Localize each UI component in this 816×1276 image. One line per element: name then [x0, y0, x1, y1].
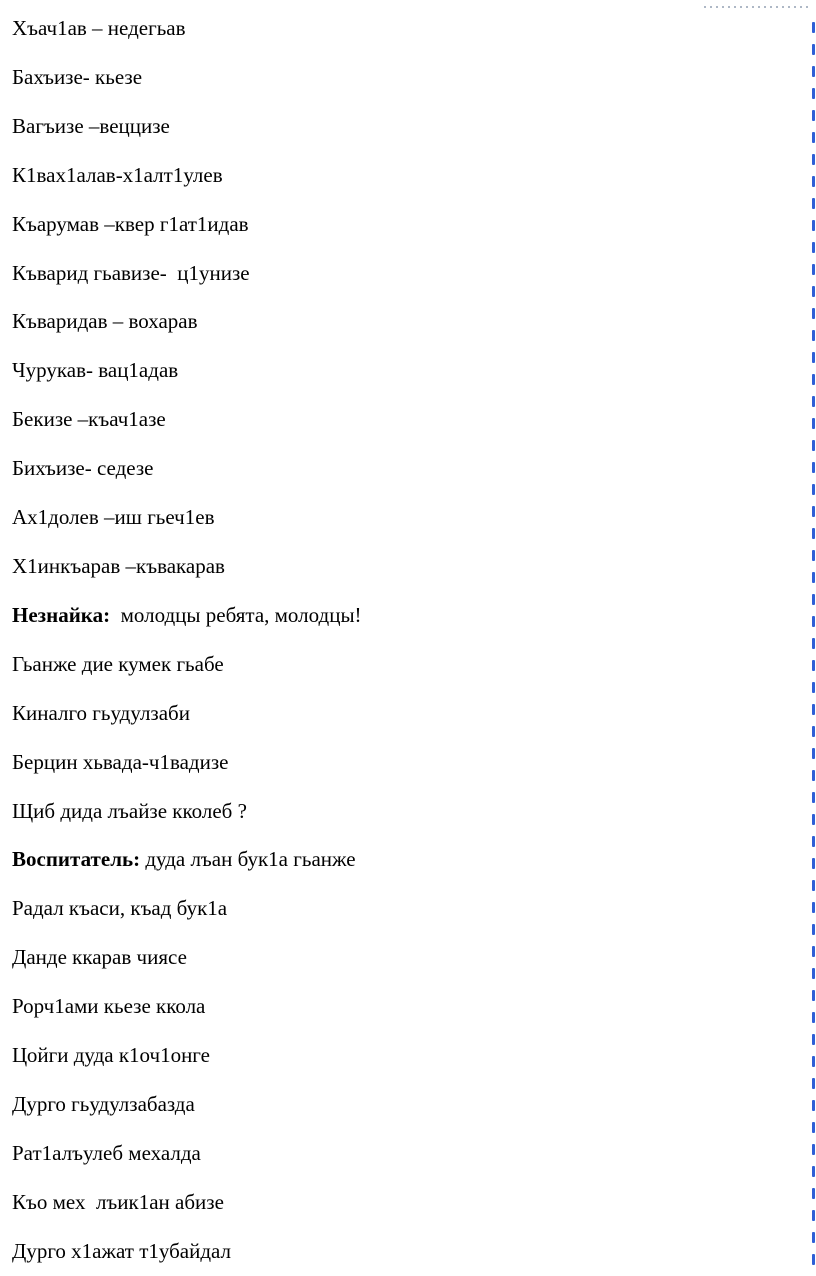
line-1	[12, 4, 362, 53]
line-22	[12, 1031, 362, 1080]
frame-dash	[812, 22, 815, 33]
speaker-label: Незнайка:	[12, 602, 111, 627]
frame-dash	[812, 550, 815, 561]
frame-dash	[812, 286, 815, 297]
frame-dash	[812, 220, 815, 231]
frame-dash	[812, 792, 815, 803]
frame-dash	[812, 748, 815, 759]
frame-dash	[812, 616, 815, 627]
frame-dash	[812, 1122, 815, 1133]
frame-dash	[812, 858, 815, 869]
line-12	[12, 542, 362, 591]
frame-dash	[812, 352, 815, 363]
frame-dash	[812, 1166, 815, 1177]
frame-dash	[812, 418, 815, 429]
line-24	[12, 1129, 362, 1178]
line-5	[12, 200, 362, 249]
line-text: Рат1алъулеб мехалда	[12, 1140, 201, 1165]
line-text: дуда лъан бук1а гьанже	[140, 847, 356, 872]
line-3	[12, 102, 362, 151]
line-10	[12, 444, 362, 493]
frame-dash	[812, 396, 815, 407]
frame-dash	[812, 1144, 815, 1155]
frame-dash	[812, 154, 815, 165]
frame-dash	[812, 836, 815, 847]
line-text: К1вах1алав-х1алт1улев	[12, 162, 223, 187]
line-text: Киналго гьудулзаби	[12, 700, 190, 725]
line-text: Хъач1ав – недегьав	[12, 16, 186, 40]
frame-dash	[812, 440, 815, 451]
line-text: молодцы ребята, молодцы!	[110, 602, 362, 627]
line-15	[12, 689, 362, 738]
line-text: Къарумав –квер г1ат1идав	[12, 211, 249, 236]
line-text: Бихъизе- седезе	[12, 456, 154, 481]
frame-dash	[812, 176, 815, 187]
line-8	[12, 346, 362, 395]
line-text: Ах1долев –иш гьеч1ев	[12, 505, 215, 530]
line-21	[12, 982, 362, 1031]
frame-dash	[812, 880, 815, 891]
frame-dash	[812, 528, 815, 539]
frame-dash	[812, 660, 815, 671]
line-text: Цойги дуда к1оч1онге	[12, 1043, 210, 1068]
line-text: Къварид гьавизе- ц1унизе	[12, 260, 250, 285]
frame-dash	[812, 594, 815, 605]
page-frame-top-border	[702, 6, 812, 8]
frame-dash	[812, 638, 815, 649]
frame-dash	[812, 924, 815, 935]
frame-dash	[812, 572, 815, 583]
line-4	[12, 151, 362, 200]
line-text: Рорч1ами кьезе ккола	[12, 994, 206, 1019]
line-text: Чурукав- вац1адав	[12, 358, 179, 383]
line-16	[12, 738, 362, 787]
line-text: Берцин хьвада-ч1вадизе	[12, 749, 229, 774]
frame-dash	[812, 198, 815, 209]
line-text: Бекизе –къач1азе	[12, 407, 166, 432]
frame-dash	[812, 110, 815, 121]
frame-dash	[812, 1078, 815, 1089]
frame-dash	[812, 990, 815, 1001]
line-26	[12, 1227, 362, 1276]
line-text: Къваридав – вохарав	[12, 309, 198, 334]
line-11	[12, 493, 362, 542]
poem-lines	[12, 4, 362, 1276]
line-19	[12, 884, 362, 933]
frame-dash	[812, 726, 815, 737]
line-text: Дурго х1ажат т1убайдал	[12, 1238, 232, 1263]
frame-dash	[812, 814, 815, 825]
frame-dash	[812, 374, 815, 385]
line-6	[12, 249, 362, 298]
line-18	[12, 835, 362, 884]
frame-dash	[812, 1254, 815, 1265]
frame-dash	[812, 484, 815, 495]
frame-dash	[812, 946, 815, 957]
frame-dash	[812, 1012, 815, 1023]
line-2	[12, 53, 362, 102]
line-7	[12, 297, 362, 346]
page-frame-right-border	[804, 0, 816, 1276]
frame-dash	[812, 66, 815, 77]
frame-dash	[812, 1056, 815, 1067]
line-text: Вагъизе –веццизе	[12, 113, 170, 138]
frame-dash	[812, 506, 815, 517]
line-25	[12, 1178, 362, 1227]
frame-dash	[812, 308, 815, 319]
frame-dash	[812, 44, 815, 55]
frame-dash	[812, 242, 815, 253]
frame-dash	[812, 330, 815, 341]
line-text: Къо мех лъик1ан абизе	[12, 1189, 224, 1214]
frame-dash	[812, 1034, 815, 1045]
frame-dash	[812, 132, 815, 143]
line-14	[12, 640, 362, 689]
line-text: Х1инкъарав –къвакарав	[12, 553, 225, 578]
frame-dash	[812, 1100, 815, 1111]
frame-dash	[812, 88, 815, 99]
frame-dash	[812, 264, 815, 275]
frame-dash	[812, 968, 815, 979]
line-text: Щиб дида лъайзе кколеб ?	[12, 798, 247, 823]
speaker-label: Воспитатель:	[12, 847, 141, 872]
line-text: Данде ккарав чиясе	[12, 945, 187, 970]
line-13	[12, 591, 362, 640]
line-text: Гьанже дие кумек гьабе	[12, 651, 224, 676]
line-9	[12, 395, 362, 444]
line-text: Дурго гьудулзабазда	[12, 1091, 195, 1116]
line-23	[12, 1080, 362, 1129]
frame-dash	[812, 1210, 815, 1221]
frame-dash	[812, 704, 815, 715]
frame-dash	[812, 462, 815, 473]
frame-dash	[812, 1188, 815, 1199]
frame-dash	[812, 902, 815, 913]
line-text: Радал къаси, къад бук1а	[12, 896, 228, 921]
line-17	[12, 787, 362, 836]
frame-dash	[812, 682, 815, 693]
line-20	[12, 933, 362, 982]
line-text: Бахъизе- кьезе	[12, 64, 143, 89]
frame-dash	[812, 1232, 815, 1243]
frame-dash	[812, 770, 815, 781]
